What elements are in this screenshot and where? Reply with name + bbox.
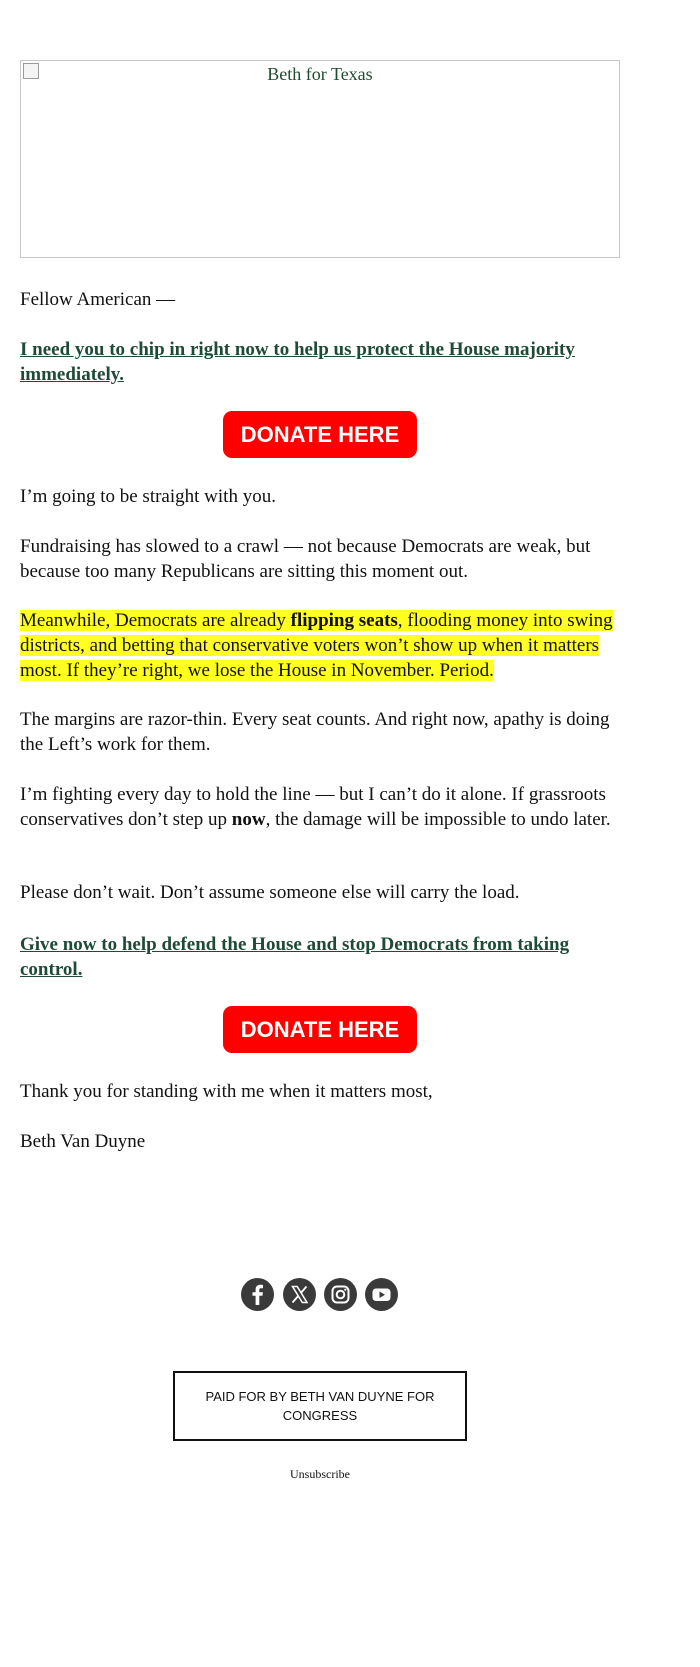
- cta-link-protect-house[interactable]: I need you to chip in right now to help us protect the House majority immediately.: [20, 339, 575, 385]
- broken-image-icon: [23, 63, 39, 79]
- paragraph-thanks: Thank you for standing with me when it matters most,: [20, 1081, 433, 1102]
- highlighted-text: Meanwhile, Democrats are already flipping seats, flooding money into swing districts, and betting that conservative voters won’t show up when it matters most. If they’re right, we lose the House in November. Period.: [20, 610, 613, 681]
- bold-now: now: [231, 809, 266, 830]
- x-icon[interactable]: [283, 1278, 316, 1311]
- youtube-icon[interactable]: [365, 1278, 398, 1311]
- paragraph-straight: I’m going to be straight with you.: [20, 486, 276, 507]
- cta-link-give-now[interactable]: Give now to help defend the House and stop Democrats from taking control.: [20, 934, 570, 980]
- paragraph-meanwhile: [20, 608, 615, 683]
- greeting: Fellow American —: [20, 289, 176, 310]
- paragraph-margins: The margins are razor-thin. Every seat counts. And right now, apathy is doing the Left’s work for them.: [20, 709, 610, 755]
- paragraph-dont-wait: Please don’t wait. Don’t assume someone else will carry the load.: [20, 882, 520, 903]
- donate-button[interactable]: DONATE HERE: [223, 411, 417, 458]
- signature: Beth Van Duyne: [20, 1131, 146, 1152]
- paid-for-disclaimer: PAID FOR BY BETH VAN DUYNE FOR CONGRESS: [173, 1371, 467, 1441]
- donate-button[interactable]: DONATE HERE: [223, 1006, 417, 1053]
- bold-flipping-seats: flipping seats: [290, 610, 398, 631]
- unsubscribe-link[interactable]: Unsubscribe: [290, 1467, 350, 1481]
- header-image-alt-text: Beth for Texas: [267, 64, 373, 84]
- paragraph-fighting: I’m fighting every day to hold the line — but I can’t do it alone. If grassroots conservatives don’t step up now, the damage will be impossible to undo later.: [20, 784, 611, 830]
- facebook-icon[interactable]: [241, 1278, 274, 1311]
- instagram-icon[interactable]: [324, 1278, 357, 1311]
- header-image: [20, 60, 620, 258]
- paragraph-fundraising: Fundraising has slowed to a crawl — not because Democrats are weak, but because too many Republicans are sitting this moment out.: [20, 536, 591, 582]
